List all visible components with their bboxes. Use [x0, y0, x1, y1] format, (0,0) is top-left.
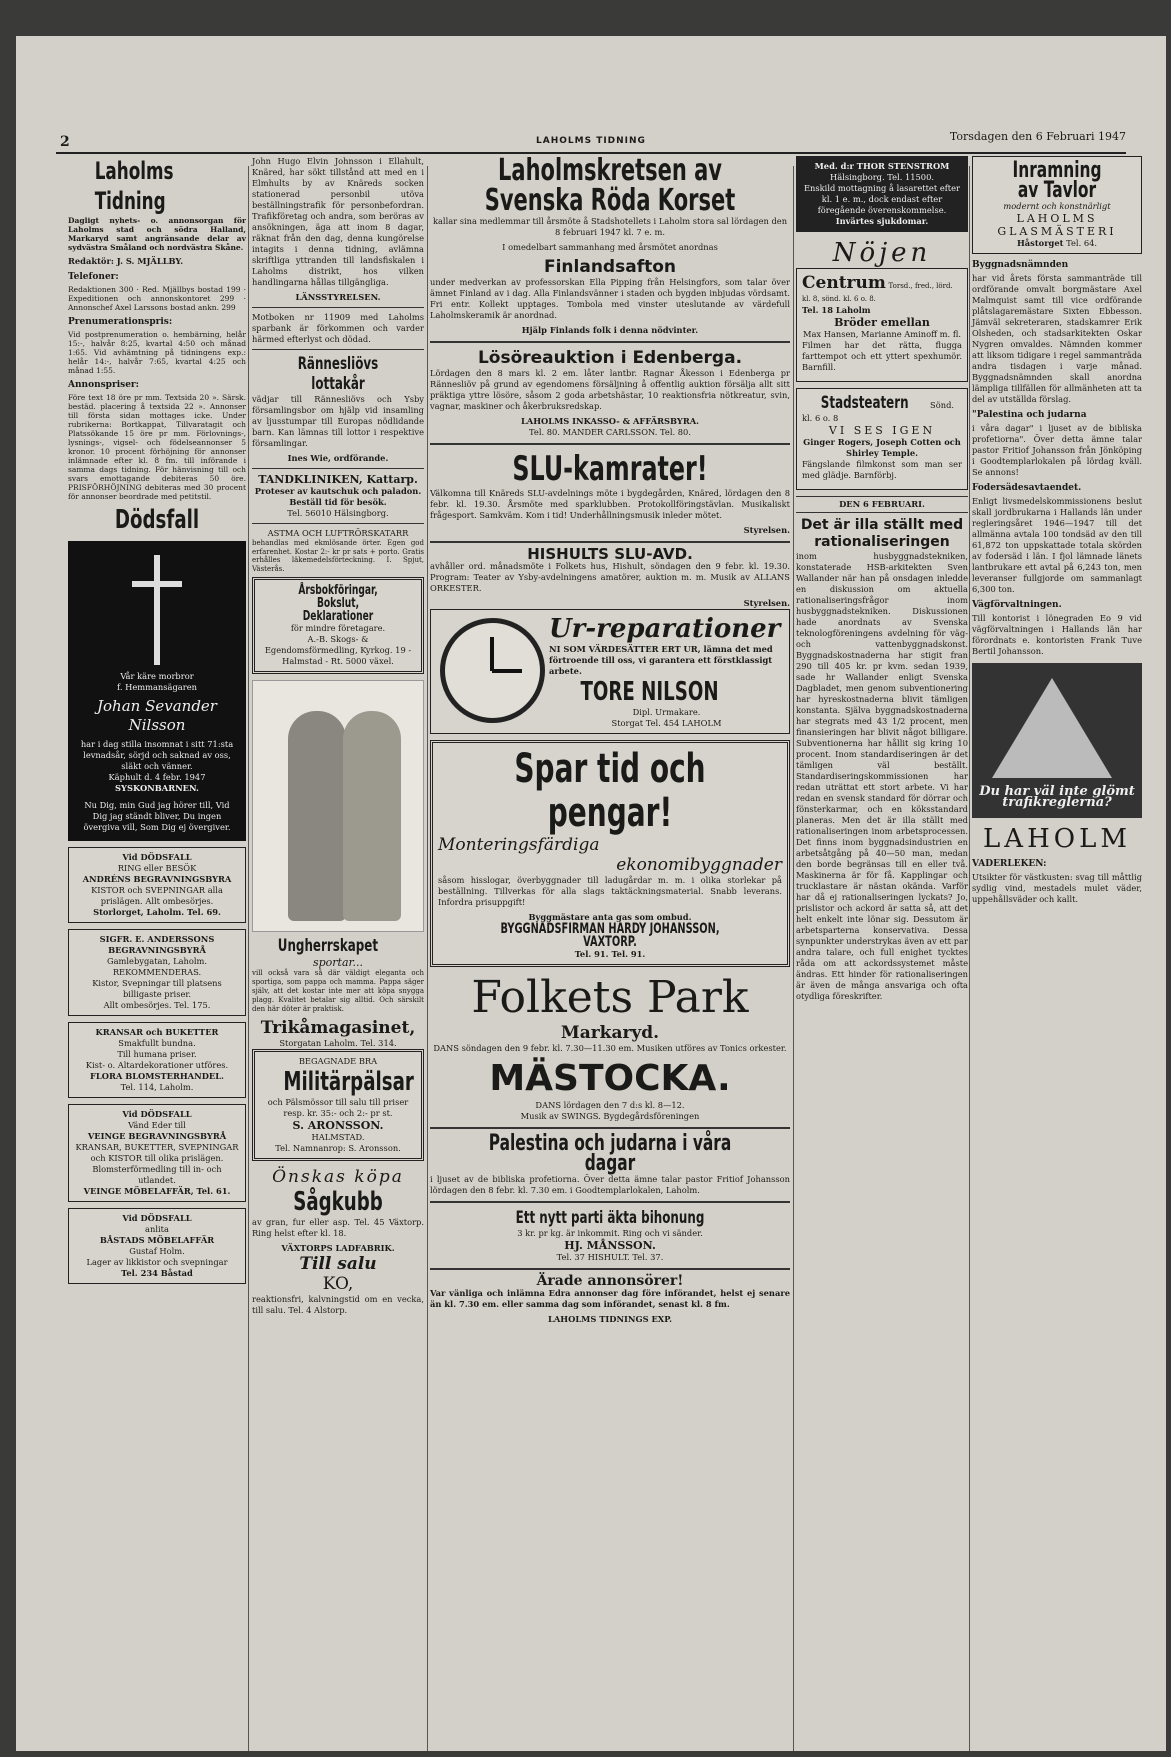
- funeral-ad-title: Vid DÖDSFALL: [122, 1109, 192, 1119]
- death-place: Käphult d. 4 febr. 1947: [108, 772, 206, 782]
- ungherr-text: vill också vara så där väldigt eleganta och sportiga, som pappa och mamma. Pappa säger själv, att det kostar inte mer att köpa snygga plagg. Kvalitet betalar sig alltid. Och särskilt den här döter är praktisk.: [252, 969, 424, 1013]
- militar-text: och Pälsmössor till salu till priser resp. kr. 35:- och 2:- pr st.: [267, 1097, 409, 1118]
- vag-head: Vägförvaltningen.: [972, 600, 1062, 610]
- funeral-ad-line: Smakfullt bundna.: [118, 1038, 196, 1048]
- cross-icon: [127, 555, 187, 665]
- hishult-sign: Styrelsen.: [743, 598, 790, 608]
- phones-title: Telefoner:: [68, 272, 119, 282]
- palestina-note-text: i våra dagar" i ljuset av de bibliska profetiorna". Över detta ämne talar pastor Fritiof Johansson från Jönköping i Goodtemplarlokalen på lördag kväll. Se annons!: [972, 423, 1142, 477]
- doctor-place: Hälsingborg. Tel. 11500.: [829, 172, 935, 182]
- stads-film: VI SES IGEN: [828, 424, 936, 437]
- park-text: DANS söndagen den 9 febr. kl. 7.30—11.30 em. Musiken utföres av Tonics orkester.: [433, 1043, 787, 1053]
- fodersad-text: Enligt livsmedelskommissionens beslut skall jordbrukarna i Hallands län under regleringsåret 1946—1947 till det allmänna avtala 100 tondsäd av den till 61,872 ton uppskattade totala skörden av fodersäd i län. I fjol lämnade länets lantbrukare ett avtal på 6,243 ton, men leveranser fullgjorde om sammanlagt 6,300 ton.: [972, 496, 1142, 594]
- dental-title: TANDKLINIKEN, Kattarp.: [258, 473, 418, 486]
- books-sub: för mindre företagare.: [290, 623, 386, 633]
- inramning-contact: [978, 238, 1136, 249]
- license-notice: John Hugo Elvin Johnsson i Ellahult, Knäred, har sökt tillstånd att med en i Elmhults by av Knäreds socken stationerad personbil utöva beställningstrafik för personbefordran. Trafikföretag och andra, som beröras av ansökningen, äga att inom 8 dagar, räknat från den dag, denna kungörelse intagits i denna tidning, avlämna skriftliga yttranden till landsfiskalen i Laholms distrikt, hos vilken handlingarna hållas tillgängliga.: [252, 156, 424, 287]
- death-verse: Nu Dig, min Gud jag hörer till, Vid Dig jag ständt bliver, Du ingen övergiva vill, Som Dig ej övergiver.: [83, 800, 231, 832]
- dental-text: Proteser av kautschuk och paladon. Beställ tid för besök.: [254, 486, 422, 507]
- motbok-notice: Motboken nr 11909 med Laholms sparbank är förkommen och varder härmed efterlyst och dödad.: [252, 312, 424, 344]
- mastocka-text: DANS lördagen den 7 d:s kl. 8—12.: [535, 1100, 685, 1110]
- funeral-ad-line: Tel. 234 Båstad: [121, 1268, 193, 1278]
- column-rule: [793, 166, 794, 1751]
- hishult-text: avhåller ord. månadsmöte i Folkets hus, Hishult, söndagen den 9 febr. kl. 19.30. Program: Teater av Ysby-avdelningens amatörer, auktion m. m. Musik av ALLANS ORKESTER.: [430, 561, 790, 593]
- girl-figure: [343, 711, 401, 921]
- funeral-ad-line: Gustaf Holm.: [129, 1246, 185, 1256]
- ko-text: reaktionsfri, kalvningstid om en vecka, till salu. Tel. 4 Alstorp.: [252, 1294, 424, 1315]
- byggnad-text: har vid årets första sammanträde till ordförande omvalt borgmästare Axel Malmquist samt till vice ordförande plåtslagaremästare Sixten Ebbesson. Jämväl sekreteraren, stadskamrer Erik Olsheden, och stadsarkitekten Oskar Nygren omvaldes. Nämnden kommer att liksom tidigare i regel sammanträda andra tisdagen i varje månad. Byggnadsnämnden skall anordna lämpliga tillfällen för allmänheten att ta del av utställda förslag.: [972, 273, 1142, 404]
- lottery-sign: Ines Wie, ordförande.: [287, 453, 389, 463]
- death-text: har i dag stilla insomnat i sitt 71:sta levnadsår, sörjd och saknad av oss, släkt och vänner.: [80, 739, 234, 771]
- funeral-ad: [68, 929, 246, 1016]
- centrum-ad: [796, 268, 968, 382]
- column-rule: [248, 166, 249, 1751]
- centrum-name: Centrum: [802, 273, 886, 293]
- funeral-ad-line: Tel. 114, Laholm.: [120, 1082, 194, 1092]
- trika-tel: Tel. 314.: [360, 1038, 397, 1048]
- nojen-heading: Nöjen: [832, 238, 932, 268]
- annons-title: Ärade annonsörer!: [536, 1273, 684, 1289]
- annons-sign: LAHOLMS TIDNINGS EXP.: [547, 1314, 672, 1324]
- park-title: Folkets Park: [471, 972, 749, 1023]
- page-header: [56, 128, 1126, 154]
- inramning-title: Inramning av Tavlor: [1012, 158, 1102, 203]
- trika-addr: Storgatan Laholm.: [279, 1038, 358, 1048]
- books-title: Årsbokföringar, Bokslut, Deklarationer: [298, 583, 378, 624]
- funeral-ad-line: VEINGE MÖBELAFFÄR, Tel. 61.: [83, 1186, 231, 1196]
- deceased-name: Johan Sevander Nilsson: [97, 697, 217, 734]
- funeral-ad: [68, 1104, 246, 1202]
- spar-title: Spar tid och pengar!: [514, 746, 706, 836]
- lottery-text: vädjar till Rännesliövs och Ysby församlingsbor om hjälp vid insamling av ljusstumpar till Europas nödlidande barn. Kan lämnas till lottor i respektive församlingar.: [252, 394, 424, 448]
- funeral-ad-title: SIGFR. E. ANDERSSONS BEGRAVNINGSBYRÅ: [99, 934, 215, 955]
- masthead-intro: Dagligt nyhets- o. annonsorgan för Laholms stad och södra Halland, Markaryd samt angränsande delar av sydvästra Småland och nordvästra Skåne.: [68, 216, 246, 252]
- death-signature: SYSKONBARNEN.: [115, 783, 199, 793]
- funeral-ad: [68, 1208, 246, 1284]
- doctor-text: Enskild mottagning å lasarettet efter kl. 1 e. m., dock endast efter föregående överenskommelse.: [803, 183, 961, 215]
- ur-addr: Storgat Tel. 454 LAHOLM: [611, 718, 722, 728]
- death-line2: f. Hemmansägaren: [117, 682, 197, 692]
- stads-cast: Ginger Rogers, Joseph Cotten och Shirley Temple.: [803, 437, 961, 458]
- militar-title: Militärpälsar: [283, 1067, 414, 1097]
- newspaper-page: [16, 36, 1166, 1751]
- militar-ad: [252, 1049, 424, 1161]
- spar-text: såsom hisslogar, överbyggnader till ladugårdar m. m. i olika storlekar på beställning. Tillverkas för alla slags taktäckningsmaterial. Snabb leverans. Infordra prisuppgift!: [438, 875, 782, 907]
- ur-text: NI SOM VÄRDESÄTTER ERT UR, lämna det med förtroende till oss, vi garantera ett förstklassigt arbete.: [549, 644, 773, 676]
- tillsalu-title: Till salu: [299, 1254, 377, 1274]
- license-sign: LÄNSSTYRELSEN.: [295, 292, 381, 302]
- redcross-text2: I omedelbart sammanhang med årsmötet anordnas: [502, 242, 718, 252]
- issue-date: Torsdagen den 6 Februari 1947: [949, 130, 1126, 143]
- children-illustration: [252, 680, 424, 932]
- doctor-title: Med. d:r THOR STENSTROM: [814, 161, 950, 171]
- centrum-cast: Max Hansen, Marianne Aminoff m. fl.: [802, 329, 961, 339]
- laholm-title: LAHOLM: [983, 824, 1131, 854]
- funeral-ad-line: anlita: [145, 1224, 169, 1234]
- inramning-sub: modernt och konstnärligt: [1003, 201, 1111, 211]
- funeral-ad-line: Allt ombesörjes. Tel. 175.: [103, 1000, 211, 1010]
- hishult-title: HISHULTS SLU-AVD.: [527, 545, 693, 563]
- funeral-ad-line: Kistor, Svepningar till platsens billigaste priser.: [92, 978, 222, 999]
- stads-ad: [796, 388, 968, 490]
- centrum-info: Torsd., fred., lörd. kl. 8, sönd. kl. 6 o. 8.: [802, 282, 953, 303]
- palestina-text: i ljuset av de bibliska profetiorna. Över detta ämne talar pastor Fritiof Johansson lördagen den 8 febr. kl. 7.30 em. i Goodtemplarlokalen, Laholm.: [430, 1174, 790, 1195]
- masthead-editor: Redaktör: J. S. MJÄLLBY.: [68, 256, 184, 266]
- onskas-title: Önskas köpa: [272, 1167, 404, 1187]
- column-rule: [427, 166, 428, 1751]
- funeral-ad-line: BÅSTADS MÖBELAFFÄR: [99, 1235, 215, 1245]
- annons-text: Var vänliga och inlämna Edra annonser dag före införandet, helst ej senare än kl. 7.30 em. eller samma dag som införandet, senast kl. 8 fm.: [430, 1288, 790, 1309]
- redcross-text: kallar sina medlemmar till årsmöte å Stadshotellets i Laholm stora sal lördagen den 8 februari 1947 kl. 7 e. m.: [432, 216, 788, 237]
- death-line1: Vår käre morbror: [120, 671, 194, 681]
- asthma-title: ASTMA OCH LUFTRÖRSKATARR: [267, 528, 409, 538]
- spar-sub1: Monteringsfärdiga: [438, 835, 600, 855]
- funeral-ad-title: KRANSAR och BUKETTER: [95, 1027, 219, 1037]
- funeral-ad: [68, 847, 246, 923]
- subs: Vid postprenumeration o. hembärning, helår 15:-, halvår 8:25, kvartal 4:50 och månad 1:65. Vid avhämtning på tidningens exp.: helår 14:-, halvår 7:65, kvartal 4:25 och månad 1:55.: [68, 330, 246, 375]
- article-text: inom husbyggnadstekniken, konstaterade HSB-arkitekten Sven Wallander när han på onsdagen inledde en diskussion om aktuella rationaliseringsfrågor inom husbyggnadstekniken. Diskussionen hade anordnats av Svenska teknologföreningens avdelning för väg- och vattenbyggnadskonst. Byggnadskostnaderna har stigit fran 290 till 405 kr. pr kvm. sedan 1939, sade hr Wallander enligt Svenska Dagbladet, men genom subventionering har hyreskostnaderna blivit tämligen konstanta. Själva byggnadskostnaderna har stegrats med 43 1/2 procent, men finansieringen har blivit något billigare. Subventionerna har hållit sig kring 10 procent. Inom standardiseringen är det tämligen väl beställt. Standardiseringskommissionen har redan uträttat ett stort arbete. Vi har redan en svensk standard för dörrar och fönsterkarmar, och en köksstandard planeras. Men det är illa ställt med rationaliseringen inom arbetsprocessen. Det finns inom byggnadsindustrien en arbetsåtgång på 40—50 man, medan den borde begränsas till en eller två. Maskinerna är för få. Kapplingar och trucklastare är nästan okända. Varför har då ej rationaliseringen lyckats? Jo, prislistor och ackord är satta så, att det helt enkelt inte lönar sig. Dessutom är arbetsparterna konservativa. Dessa synpunkter understrykas även av ett par andra talare, och full enighet tycktes råda om att ackordssystemet måste ändras. Ett hinder för rationaliseringen är även de många ansvariga och ofta otydliga föreskrifter.: [796, 551, 968, 1001]
- books-firm: A.-B. Skogs- & Egendomsförmedling, Kyrkog. 19 - Halmstad - Rt. 5000 växel.: [264, 634, 412, 666]
- fodersad-head: Fodersädesavtaendet.: [972, 483, 1082, 493]
- asthma-text: behandlas med ekmlösande örter. Egen god erfarenhet. Kostar 2:- kr pr sats + porto. Gratis erhålles läkemedelsförteckning. I. Spjut, Västerås.: [252, 539, 424, 573]
- finland-sign: Hjälp Finlands folk i denna nödvinter.: [521, 325, 699, 335]
- funeral-ad-line: VEINGE BEGRAVNINGSBYRÅ: [87, 1131, 227, 1141]
- dental-tel: Tel. 56010 Hälsingborg.: [287, 508, 389, 518]
- auction-sign: LAHOLMS INKASSO- & AFFÄRSBYRA.: [520, 416, 700, 426]
- article-title: Det är illa ställt med rationaliseringen: [800, 517, 964, 550]
- death-notice: [68, 541, 246, 841]
- finland-text: under medverkan av professorskan Ella Pipping från Helsingfors, som talar över ämnet Finland av i dag. Alla Finlandsvänner i staden och bygden inbjudas vördsamt. Fri entr. Kollekt upptages. Tombola med vinster uteslutande av värdefull Laholmskeramik är anordnad.: [430, 277, 790, 320]
- ur-name: TORE NILSON: [580, 677, 719, 707]
- stads-text: Fängslande filmkonst som man ser med glädje. Barnförbj.: [802, 459, 962, 480]
- paper-name: LAHOLMS TIDNING: [536, 136, 646, 146]
- sagkubb-text: av gran, fur eller asp. Tel. 45 Växtorp. Ring helst efter kl. 18.: [252, 1217, 424, 1238]
- funeral-ad-line: KRANSAR, BUKETTER, SVEPNINGAR och KISTOR till olika prislägen.: [75, 1142, 239, 1163]
- funeral-ad-line: Kist- o. Altardekorationer utföres.: [85, 1060, 229, 1070]
- funeral-ad-line: Vänd Eder till: [128, 1120, 186, 1130]
- funeral-ad-line: Storlorget, Laholm. Tel. 69.: [93, 907, 221, 917]
- funeral-ad-line: RING eller BESÖK: [117, 863, 197, 873]
- bihon-title: Ett nytt parti äkta bihonung: [515, 1208, 705, 1228]
- funeral-ad-line: ANDRÉNS BEGRAVNINGSBYRA: [82, 874, 232, 884]
- funeral-ad-line: Blomsterförmedling till in- och utlandet.: [92, 1164, 222, 1185]
- militar-firm: S. ARONSSON.: [292, 1119, 384, 1132]
- auction-title: Lösöreauktion i Edenberga.: [477, 348, 743, 368]
- inramning-addr: Håstorget: [1016, 238, 1064, 248]
- funeral-ad-line: REKOMMENDERAS.: [112, 967, 202, 977]
- spar-firm: BYGGNADSFIRMAN HARDY JOHANSSON, VAXTORP.: [500, 921, 720, 950]
- funeral-ad-line: Gamlebygatan, Laholm.: [106, 956, 208, 966]
- inramning-ad: [972, 156, 1142, 254]
- militar-pre: BEGAGNADE BRA: [298, 1056, 378, 1066]
- column-1: [68, 156, 246, 1290]
- clock-hand: [492, 669, 522, 673]
- phones: Redaktionen 300 · Red. Mjällbys bostad 199 · Expeditionen och annonskontoret 299 · Annonschef Axel Larssons bostad ankn. 299: [68, 285, 246, 312]
- byggnad-head: Byggnadsnämnden: [972, 260, 1069, 270]
- ur-ad: [430, 609, 790, 734]
- bihon-text: 3 kr. pr kg. är inkommit. Ring och vi sänder.: [517, 1228, 703, 1238]
- spar-ad: [430, 740, 790, 967]
- traffic-sign-image: [972, 663, 1142, 818]
- doctor-ad: [796, 156, 968, 232]
- centrum-text: Filmen har det rätta, flugga farttempot och ett yttert spexhumör. Barnfill.: [802, 340, 962, 372]
- ungherr-title: Ungherrskapet: [277, 936, 379, 956]
- weather-head: VADERLEKEN:: [972, 859, 1047, 869]
- ungherr-sub: sportar...: [312, 956, 364, 969]
- boy-figure: [288, 711, 346, 921]
- finland-title: Finlandsafton: [543, 257, 676, 277]
- funeral-ad: [68, 1022, 246, 1098]
- doctor-sub: Invärtes sjukdomar.: [835, 216, 929, 226]
- subs-title: Prenumerationspris:: [68, 317, 173, 327]
- lottery-title: Rännesliövs lottakår: [297, 354, 379, 394]
- traffic-caption: Du har väl inte glömt trafikreglerna?: [979, 784, 1135, 810]
- spar-text2: Byggmästare anta gas som ombud.: [528, 912, 692, 922]
- page-number: 2: [60, 134, 70, 150]
- palestina-note-head: "Palestina och judarna: [972, 410, 1087, 420]
- weather-text: Utsikter för västkusten: svag till måttlig sydlig vind, mestadels mulet väder, uppehållsväder och kallt.: [972, 872, 1142, 904]
- slu-title: SLU-kamrater!: [512, 449, 708, 489]
- park-place: Markaryd.: [560, 1023, 660, 1043]
- ko-title: KO,: [322, 1274, 354, 1294]
- funeral-ad-title: Vid DÖDSFALL: [122, 852, 192, 862]
- inramning-firm: LAHOLMS GLASMÄSTERI: [997, 212, 1117, 238]
- ur-title: Ur-reparationer: [549, 614, 781, 644]
- masthead-title: Laholms Tidning: [94, 157, 174, 215]
- spar-sub2: ekonomibyggnader: [616, 855, 782, 875]
- militar-tel: Tel. Namnanrop: S. Aronsson.: [275, 1143, 401, 1153]
- stads-info: Sönd. kl. 6 o. 8: [802, 400, 955, 423]
- deaths-heading: Dödsfall: [114, 505, 200, 535]
- trika-title: Trikåmagasinet,: [260, 1018, 416, 1038]
- funeral-ad-line: FLORA BLOMSTERHANDEL.: [90, 1071, 224, 1081]
- militar-city: HALMSTAD.: [311, 1132, 365, 1142]
- column-3: [430, 153, 790, 1325]
- column-5: [972, 156, 1142, 909]
- ur-sub: Dipl. Urmakare.: [632, 707, 701, 717]
- funeral-ad-line: Till humana priser.: [117, 1049, 197, 1059]
- mastocka-title: MÄSTOCKA.: [489, 1058, 731, 1099]
- spar-tel: Tel. 91. Tel. 91.: [574, 949, 646, 959]
- warning-sign-icon: [992, 678, 1112, 778]
- sagkubb-title: Sågkubb: [293, 1187, 383, 1217]
- trika-contact: [252, 1038, 424, 1049]
- ad-prices: Före text 18 öre pr mm. Textsida 20 ». Särsk. bestäd. placering å textsida 22 ». Annonser till första sidan mottages icke. Under rubrikerna: Bortkappat, Tillvaratagit och Platssökande 15 öre pr mm. Förlovnings-, lysnings-, vigsel- och födelseannonser 5 kronor. 10 procent förhöjning för annonser inlämnade efter kl. 8 fm. till införande i samma dags tidning. För hänvisning till och svars emottagande debiteras 50 öre. PRISFÖRHÖJNING debiteras med 30 procent för annonser beordrade med petitstil.: [68, 393, 246, 501]
- bihon-firm: HJ. MÅNSSON.: [564, 1239, 656, 1252]
- books-ad: [252, 577, 424, 674]
- funeral-ad-line: KISTOR och SVEPNINGAR alla prislägen. Allt ombesörjes.: [91, 885, 223, 906]
- stads-name: Stadsteatern: [820, 393, 909, 413]
- auction-sign2: Tel. 80. MANDER CARLSSON. Tel. 80.: [529, 427, 691, 437]
- inramning-tel: Tel. 64.: [1066, 238, 1098, 248]
- column-2: [252, 156, 424, 1320]
- redcross-title: Laholmskretsen av Svenska Röda Korset: [484, 153, 736, 218]
- centrum-film: Bröder emellan: [834, 316, 930, 329]
- ads-title: Annonspriser:: [68, 380, 139, 390]
- vag-text: Till kontorist i lönegraden Eo 9 vid vägförvaltningen i Hallands län har förordnats e. kontoristen Frank Tuve Bertil Johansson.: [972, 613, 1142, 656]
- mastocka-sign: Musik av SWINGS. Bygdegårdsföreningen: [520, 1111, 700, 1121]
- palestina-title: Palestina och judarna i våra dagar: [488, 1131, 732, 1176]
- bihon-tel: Tel. 37 HISHULT. Tel. 37.: [556, 1252, 664, 1262]
- column-rule: [969, 166, 970, 1751]
- centrum-tel: Tel. 18 Laholm: [802, 305, 871, 315]
- date-heading: DEN 6 FEBRUARI.: [796, 496, 968, 513]
- clock-hand: [490, 637, 494, 671]
- funeral-ad-title: Vid DÖDSFALL: [122, 1213, 192, 1223]
- slu-sign: Styrelsen.: [743, 525, 790, 535]
- sagkubb-firm: VÄXTORPS LADFABRIK.: [281, 1243, 395, 1253]
- funeral-ad-line: Lager av likkistor och svepningar: [86, 1257, 228, 1267]
- clock-icon: [440, 618, 545, 723]
- slu-text: Välkomna till Knäreds SLU-avdelnings möte i bygdegården, Knäred, lördagen den 8 febr. kl. 19.30. Årsmöte med sparklubben. Protokollföringstävlan. Musikaliskt frågesport. Samkväm. Kom i tid! Underhållningsmusik inleder mötet.: [430, 488, 790, 520]
- auction-text: Lördagen den 8 mars kl. 2 em. låter lantbr. Ragnar Åkesson i Edenberga pr Rännesliöv på grund av egendomens försäljning å offentlig auktion försälja allt sitt präktiga yttre lösöre, såsom 2 goda arbetshästar, 10 reaktionsfria nötkreatur, svin, vagnar, maskiner och åkerbruksredskap.: [430, 368, 790, 411]
- column-4: [796, 156, 968, 1006]
